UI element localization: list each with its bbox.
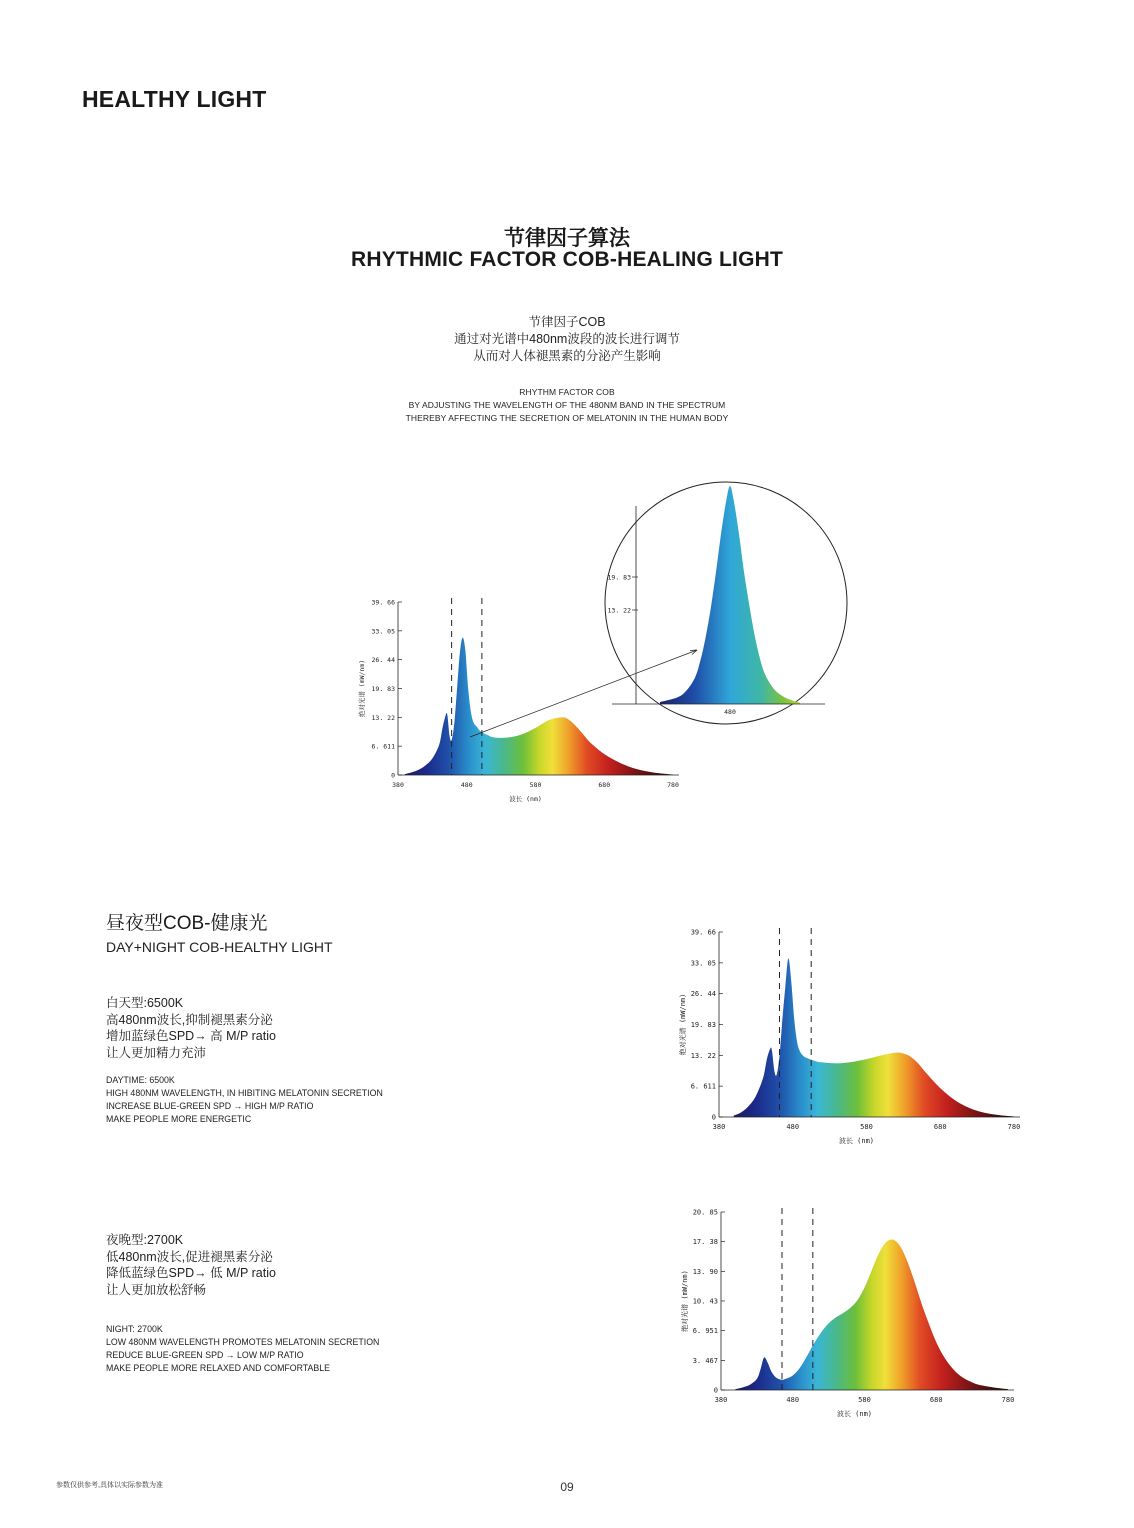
night-description-en xyxy=(106,1323,379,1375)
night-en-line: MAKE PEOPLE MORE RELAXED AND COMFORTABLE xyxy=(106,1363,331,1373)
y-tick-label: 39. 66 xyxy=(371,598,395,607)
day-night-title-en: DAY+NIGHT COB-HEALTHY LIGHT xyxy=(106,939,333,955)
day-cn-line: 让人更加精力充沛 xyxy=(106,1045,207,1060)
y-tick-label: 19. 83 xyxy=(690,1021,716,1029)
x-tick-label: 480 xyxy=(460,781,473,789)
rhythmic-title-en: RHYTHMIC FACTOR COB-HEALING LIGHT xyxy=(350,248,784,271)
spectrum-area xyxy=(735,1240,1008,1390)
night-cn-line: 低480nm波长,促进褪黑素分泌 xyxy=(106,1249,273,1264)
section-title: HEALTHY LIGHT xyxy=(82,86,267,112)
y-axis-label: 绝对光谱 (mW/nm) xyxy=(679,993,687,1056)
page-number: 09 xyxy=(560,1480,574,1494)
intro-en-line: BY ADJUSTING THE WAVELENGTH OF THE 480NM BAND IN THE SPECTRUM xyxy=(408,400,726,410)
zoom-y-tick-label: 19. 83 xyxy=(607,573,631,582)
spectrum-area xyxy=(734,958,1014,1117)
x-tick-label: 380 xyxy=(712,1123,726,1131)
y-axis-label: 绝对光谱 (mW/nm) xyxy=(681,1270,689,1332)
night-spectrum-chart xyxy=(660,1198,1050,1430)
y-tick-label: 0 xyxy=(711,1113,716,1122)
intro-en-line: RHYTHM FACTOR COB xyxy=(519,387,615,397)
rhythmic-intro-cn xyxy=(0,314,1134,365)
x-tick-label: 480 xyxy=(786,1123,800,1131)
footnote: 参数仅供参考,具体以实际参数为准 xyxy=(56,1482,163,1489)
x-tick-label: 580 xyxy=(529,781,542,789)
y-tick-label: 13. 22 xyxy=(690,1051,716,1060)
x-tick-label: 680 xyxy=(598,781,611,789)
y-tick-label: 17. 38 xyxy=(692,1238,718,1247)
x-tick-label: 580 xyxy=(860,1123,873,1131)
x-tick-label: 680 xyxy=(929,1396,943,1404)
night-description-cn xyxy=(106,1232,276,1298)
x-tick-label: 480 xyxy=(786,1396,800,1404)
x-tick-label: 680 xyxy=(933,1123,947,1131)
y-tick-label: 3. 467 xyxy=(692,1356,718,1365)
rhythm-spectrum-chart xyxy=(330,470,870,810)
zoom-arrow-line xyxy=(470,650,697,737)
x-tick-label: 780 xyxy=(667,781,679,789)
x-tick-label: 780 xyxy=(1007,1123,1021,1131)
y-tick-label: 0 xyxy=(713,1386,718,1395)
night-cn-line: 降低蓝绿色SPD→ 低 M/P ratio xyxy=(106,1266,276,1280)
x-axis-label: 波长 (nm) xyxy=(838,1137,875,1145)
y-tick-label: 13. 22 xyxy=(371,713,395,722)
y-tick-label: 26. 44 xyxy=(690,990,716,999)
y-tick-label: 0 xyxy=(391,771,395,780)
spectrum-area xyxy=(405,638,673,775)
y-tick-label: 10. 43 xyxy=(692,1297,718,1306)
day-en-line: INCREASE BLUE-GREEN SPD → HIGH M/P RATIO xyxy=(106,1101,314,1111)
night-en-line: NIGHT: 2700K xyxy=(106,1324,163,1334)
night-cn-line: 让人更加放松舒畅 xyxy=(106,1282,207,1297)
y-tick-label: 6. 951 xyxy=(692,1327,718,1336)
y-axis-label: 绝对光谱 (mW/nm) xyxy=(358,659,366,718)
intro-en-line: THEREBY AFFECTING THE SECRETION OF MELATONIN IN THE HUMAN BODY xyxy=(405,413,729,423)
day-cn-line: 高480nm波长,抑制褪黑素分泌 xyxy=(106,1012,273,1027)
night-en-line: LOW 480NM WAVELENGTH PROMOTES MELATONIN SECRETION xyxy=(106,1337,380,1347)
intro-cn-line: 通过对光谱中480nm波段的波长进行调节 xyxy=(454,332,680,346)
y-tick-label: 6. 611 xyxy=(690,1082,716,1091)
y-tick-label: 39. 66 xyxy=(690,928,716,937)
x-tick-label: 780 xyxy=(1001,1396,1015,1404)
x-axis-label: 波长 (nm) xyxy=(836,1410,873,1418)
intro-cn-line: 节律因子COB xyxy=(528,315,606,329)
y-tick-label: 20. 85 xyxy=(692,1208,718,1217)
day-night-title-cn: 昼夜型COB-健康光 xyxy=(106,913,268,934)
rhythmic-intro-en xyxy=(0,386,1134,425)
y-tick-label: 33. 05 xyxy=(690,959,716,968)
y-tick-label: 26. 44 xyxy=(371,656,395,665)
y-tick-label: 6. 611 xyxy=(371,742,395,751)
y-tick-label: 19. 83 xyxy=(371,685,395,693)
intro-cn-line: 从而对人体褪黑素的分泌产生影响 xyxy=(473,349,661,363)
rhythmic-title-cn: 节律因子算法 xyxy=(504,227,630,250)
day-en-line: MAKE PEOPLE MORE ENERGETIC xyxy=(106,1114,252,1124)
zoom-x-tick-label: 480 xyxy=(724,708,736,716)
day-description-cn xyxy=(106,995,276,1061)
day-en-line: DAYTIME: 6500K xyxy=(106,1075,175,1085)
day-description-en xyxy=(106,1074,383,1126)
day-cn-line: 增加蓝绿色SPD→ 高 M/P ratio xyxy=(106,1029,276,1043)
x-tick-label: 580 xyxy=(858,1396,871,1404)
day-cn-line: 白天型:6500K xyxy=(106,996,184,1010)
zoom-spectrum-area xyxy=(660,486,800,704)
zoom-y-tick-label: 13. 22 xyxy=(607,606,631,615)
y-tick-label: 13. 90 xyxy=(692,1267,718,1276)
y-tick-label: 33. 05 xyxy=(371,627,395,636)
night-cn-line: 夜晚型:2700K xyxy=(106,1233,184,1247)
x-tick-label: 380 xyxy=(392,781,404,789)
x-tick-label: 380 xyxy=(714,1396,728,1404)
day-spectrum-chart xyxy=(660,920,1050,1160)
x-axis-label: 波长 (nm) xyxy=(509,795,542,803)
day-en-line: HIGH 480NM WAVELENGTH, IN HIBITING MELATONIN SECRETION xyxy=(106,1088,383,1098)
night-en-line: REDUCE BLUE-GREEN SPD → LOW M/P RATIO xyxy=(106,1350,304,1360)
